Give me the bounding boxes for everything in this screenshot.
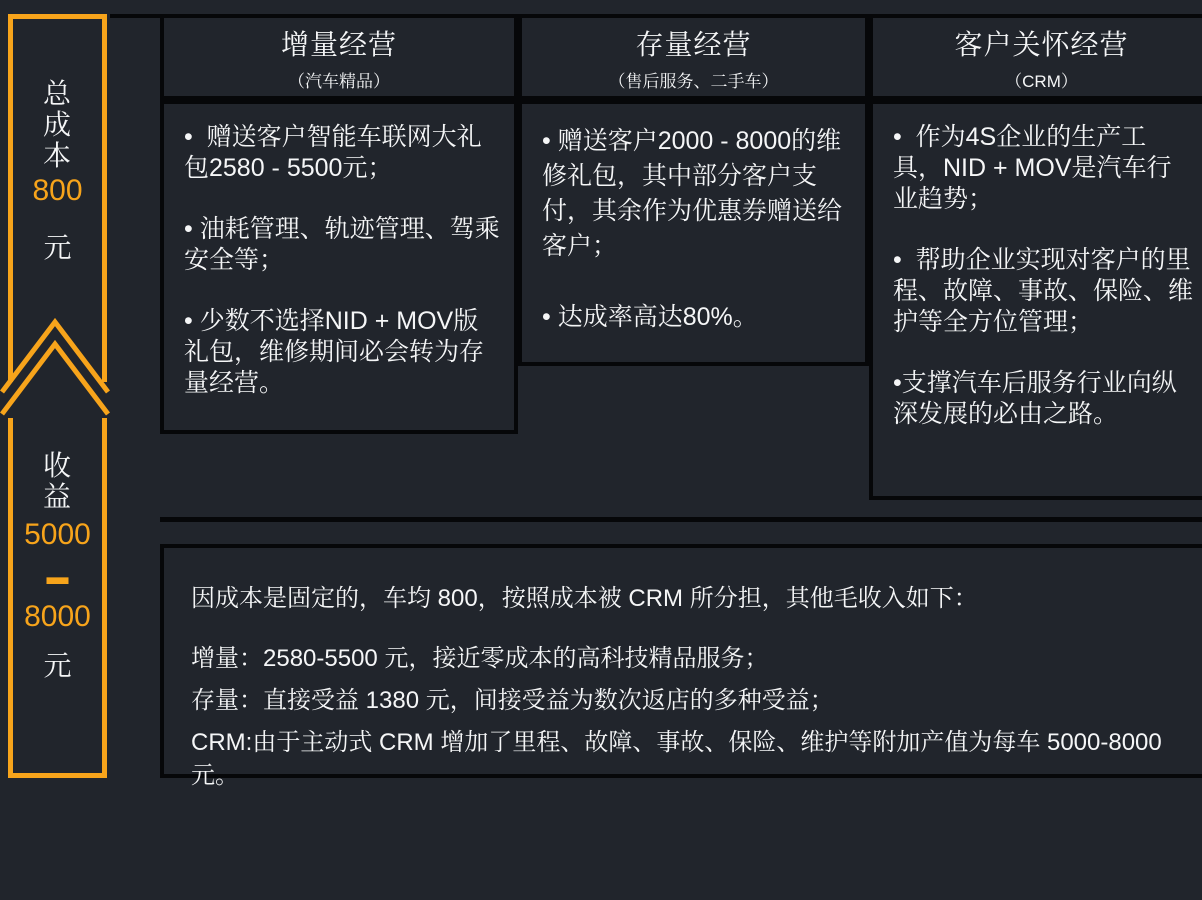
bullet-item: • 赠送客户2000 - 8000的维修礼包，其中部分客户支付，其余作为优惠券赠送给客户；	[542, 127, 843, 260]
column-header-incremental	[160, 14, 518, 100]
column-subtitle: （CRM）	[1005, 71, 1078, 91]
summary-line: 因成本是固定的，车均 800，按照成本被 CRM 所分担，其他毛收入如下：	[191, 585, 978, 612]
bullet-item: •支撑汽车后服务行业向纵深发展的必由之路。	[893, 369, 1177, 428]
bullet-item: • 少数不选择NID + MOV版礼包，维修期间必会转为存量经营。	[184, 307, 485, 397]
benefit-value-to: 8000	[24, 600, 91, 633]
bullet-item: • 油耗管理、轨迹管理、驾乘安全等；	[184, 215, 500, 274]
column-title: 客户关怀经营	[954, 28, 1129, 60]
column-header-crm	[869, 14, 1202, 100]
column-body-crm	[869, 100, 1202, 500]
bullet-item: • 赠送客户智能车联网大礼包2580 - 5500元；	[184, 123, 482, 182]
summary-separator-rule	[160, 517, 1202, 522]
summary-line: 增量：2580-5500 元，接近零成本的高科技精品服务；	[191, 645, 769, 672]
column-body-incremental	[160, 100, 518, 434]
summary-box	[160, 544, 1202, 789]
benefit-label: 收益	[42, 450, 71, 512]
column-subtitle: （售后服务、二手车）	[608, 71, 779, 91]
bullet-item: • 达成率高达80%。	[542, 303, 758, 331]
benefit-value-from: 5000	[24, 518, 91, 551]
total-cost-value: 800	[32, 174, 83, 207]
column-body-stock	[518, 100, 869, 366]
bullet-item: • 作为4S企业的生产工具，NID + MOV是汽车行业趋势；	[893, 123, 1172, 213]
range-dash-icon: ▬	[46, 564, 69, 589]
benefit-unit: 元	[43, 650, 72, 681]
cost-benefit-banner	[8, 14, 107, 778]
column-title: 增量经营	[280, 28, 397, 60]
total-cost-label: 总成本	[42, 78, 71, 171]
column-title: 存量经营	[635, 28, 752, 60]
column-header-stock	[518, 14, 869, 100]
summary-line: 存量：直接受益 1380 元，间接受益为数次返店的多种受益；	[191, 687, 834, 714]
total-cost-unit: 元	[43, 232, 72, 263]
bullet-item: • 帮助企业实现对客户的里程、故障、事故、保险、维护等全方位管理；	[893, 246, 1194, 336]
summary-line: CRM:由于主动式 CRM 增加了里程、故障、事故、保险、维护等附加产值为每车 5000-8000 元。	[191, 729, 1162, 789]
column-subtitle: （汽车精品）	[288, 71, 390, 91]
